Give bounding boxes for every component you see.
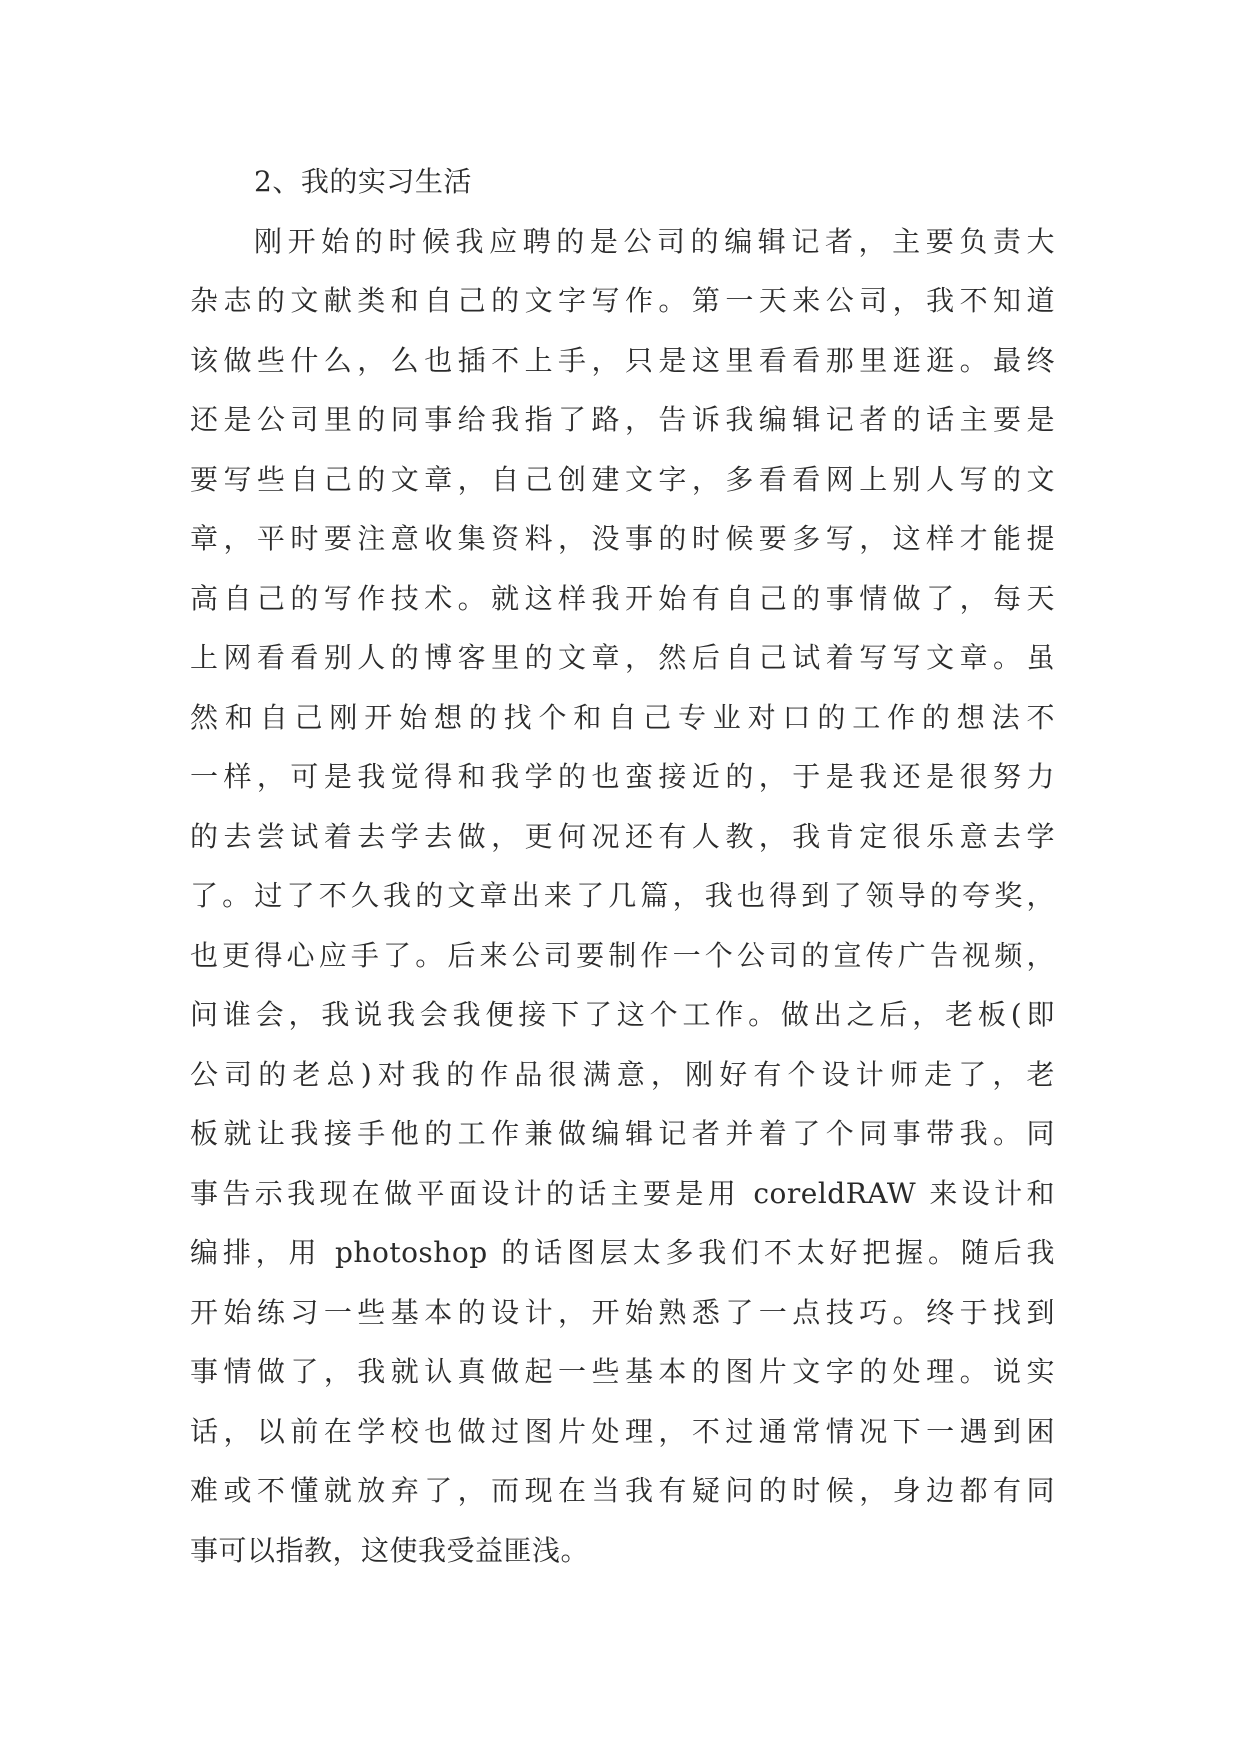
body-paragraph (190, 222, 1055, 1591)
paragraph-line: 话，以前在学校也做过图片处理，不过通常情况下一遇到困 (190, 1414, 1055, 1448)
paragraph-line: 事告示我现在做平面设计的话主要是用 coreldRAW 来设计和 (190, 1176, 1055, 1210)
paragraph-line: 杂志的文献类和自己的文字写作。第一天来公司，我不知道 (190, 284, 1055, 317)
paragraph-line: 一样，可是我觉得和我学的也蛮接近的，于是我还是很努力 (190, 760, 1055, 793)
paragraph-line: 事情做了，我就认真做起一些基本的图片文字的处理。说实 (190, 1355, 1055, 1388)
paragraph-line: 事可以指教，这使我受益匪浅。 (190, 1533, 590, 1567)
paragraph-line: 也更得心应手了。后来公司要制作一个公司的宣传广告视频， (190, 938, 1055, 972)
paragraph-line: 的去尝试着去学去做，更何况还有人教，我肯定很乐意去学 (190, 819, 1055, 853)
paragraph-line: 难或不懂就放弃了，而现在当我有疑问的时候，身边都有同 (190, 1474, 1055, 1507)
paragraph-line: 板就让我接手他的工作兼做编辑记者并着了个同事带我。同 (190, 1117, 1055, 1150)
paragraph-line: 然和自己刚开始想的找个和自己专业对口的工作的想法不 (190, 700, 1055, 734)
paragraph-line: 公司的老总)对我的作品很满意，刚好有个设计师走了，老 (190, 1057, 1055, 1091)
paragraph-line: 编排，用 photoshop 的话图层太多我们不太好把握。随后我 (190, 1236, 1055, 1269)
paragraph-line: 高自己的写作技术。就这样我开始有自己的事情做了，每天 (190, 581, 1055, 615)
paragraph-line: 章，平时要注意收集资料，没事的时候要多写，这样才能提 (190, 522, 1055, 555)
section-heading: 2、我的实习生活 (254, 165, 472, 198)
paragraph-line: 上网看看别人的博客里的文章，然后自己试着写写文章。虽 (190, 641, 1055, 674)
paragraph-line: 刚开始的时候我应聘的是公司的编辑记者，主要负责大 (254, 224, 1055, 258)
paragraph-line: 该做些什么，么也插不上手，只是这里看看那里逛逛。最终 (190, 343, 1055, 377)
paragraph-line: 开始练习一些基本的设计，开始熟悉了一点技巧。终于找到 (190, 1295, 1055, 1329)
paragraph-line: 要写些自己的文章，自己创建文字，多看看网上别人写的文 (190, 462, 1055, 496)
paragraph-line: 还是公司里的同事给我指了路，告诉我编辑记者的话主要是 (190, 403, 1055, 436)
document-body (190, 162, 1055, 1590)
paragraph-line: 了。过了不久我的文章出来了几篇，我也得到了领导的夸奖， (190, 879, 1055, 912)
paragraph-line: 问谁会，我说我会我便接下了这个工作。做出之后，老板(即 (190, 998, 1055, 1031)
